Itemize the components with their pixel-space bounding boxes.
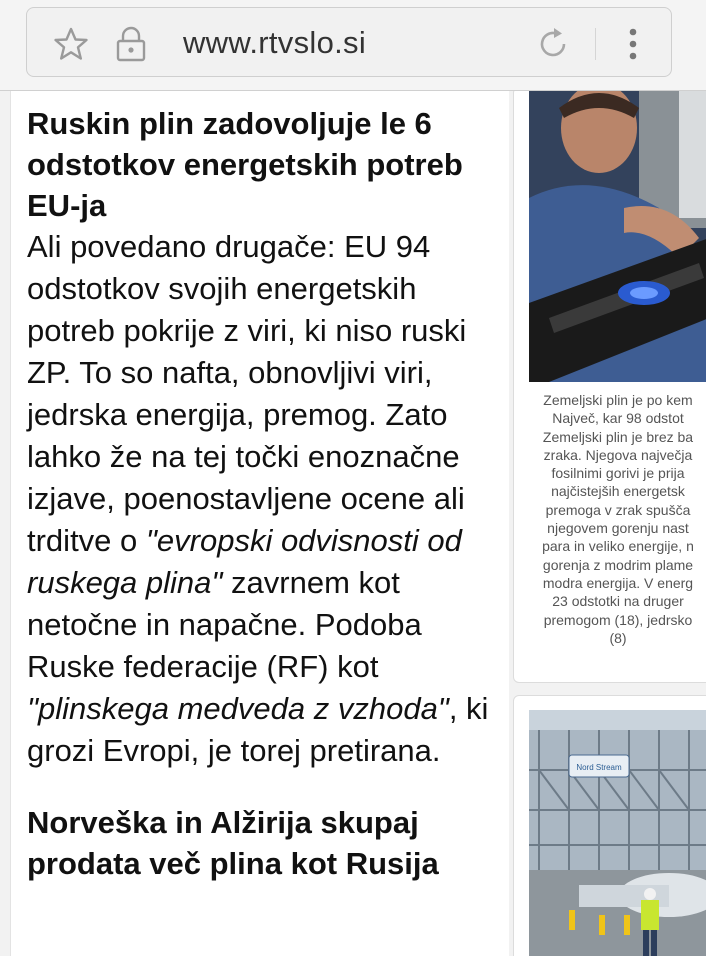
article-headline[interactable]: Ruskin plin zadovoljuje le 6 odstotkov energetskih potreb EU-ja [27,106,463,223]
url-text[interactable]: www.rtvslo.si [183,25,367,60]
photo-caption: Zemeljski plin je po kem Največ, kar 98 odstot Zemeljski plin je brez ba zraka. Njegova največja fosilnimi gorivi je prija najčistejših energetsk premoga v zrak spušča njegovem gorenju nast para in veliko energije, n gorenja z modrim plame modra energija. V energ 23 odstotki na druger premogom (18), jedrsko (8) [542,392,694,646]
toolbar-separator [595,28,596,60]
article-column [10,91,509,956]
pipeline-photo[interactable] [529,710,706,956]
body-text-2: zavrnem kot netočne in napačne. Podoba Ruske federacije (RF) kot [27,565,422,684]
photo-card-2[interactable] [513,695,706,956]
second-headline[interactable]: Norveška in Alžirija skupaj prodata več plina kot Rusija [27,805,439,881]
browser-toolbar [0,0,706,91]
article-body [27,226,509,772]
lock-icon[interactable] [111,24,151,64]
photo-card[interactable] [513,91,706,683]
body-text-3: , ki grozi Evropi, je torej pretirana. [27,691,489,768]
address-bar[interactable] [26,7,672,77]
gas-stove-photo[interactable] [529,91,706,382]
star-icon[interactable] [51,24,91,64]
nord-stream-sign: Nord Stream [576,763,622,772]
body-quote-1: "evropski odvisnosti od ruskega plina" [27,523,462,600]
body-text-1: Ali povedano drugače: EU 94 odstotkov svojih energetskih potreb pokrije z viri, ki niso ruski ZP. To so nafta, obnovljivi viri, jedrska energija, premog. Zato lahko že na tej točki enoznačne izjave, poenostavljene ocene ali trditve o [27,229,467,558]
body-quote-2: "plinskega medveda z vzhoda" [27,691,449,726]
sidebar [512,91,706,956]
reload-icon[interactable] [533,24,573,64]
more-vert-icon[interactable] [613,24,653,64]
